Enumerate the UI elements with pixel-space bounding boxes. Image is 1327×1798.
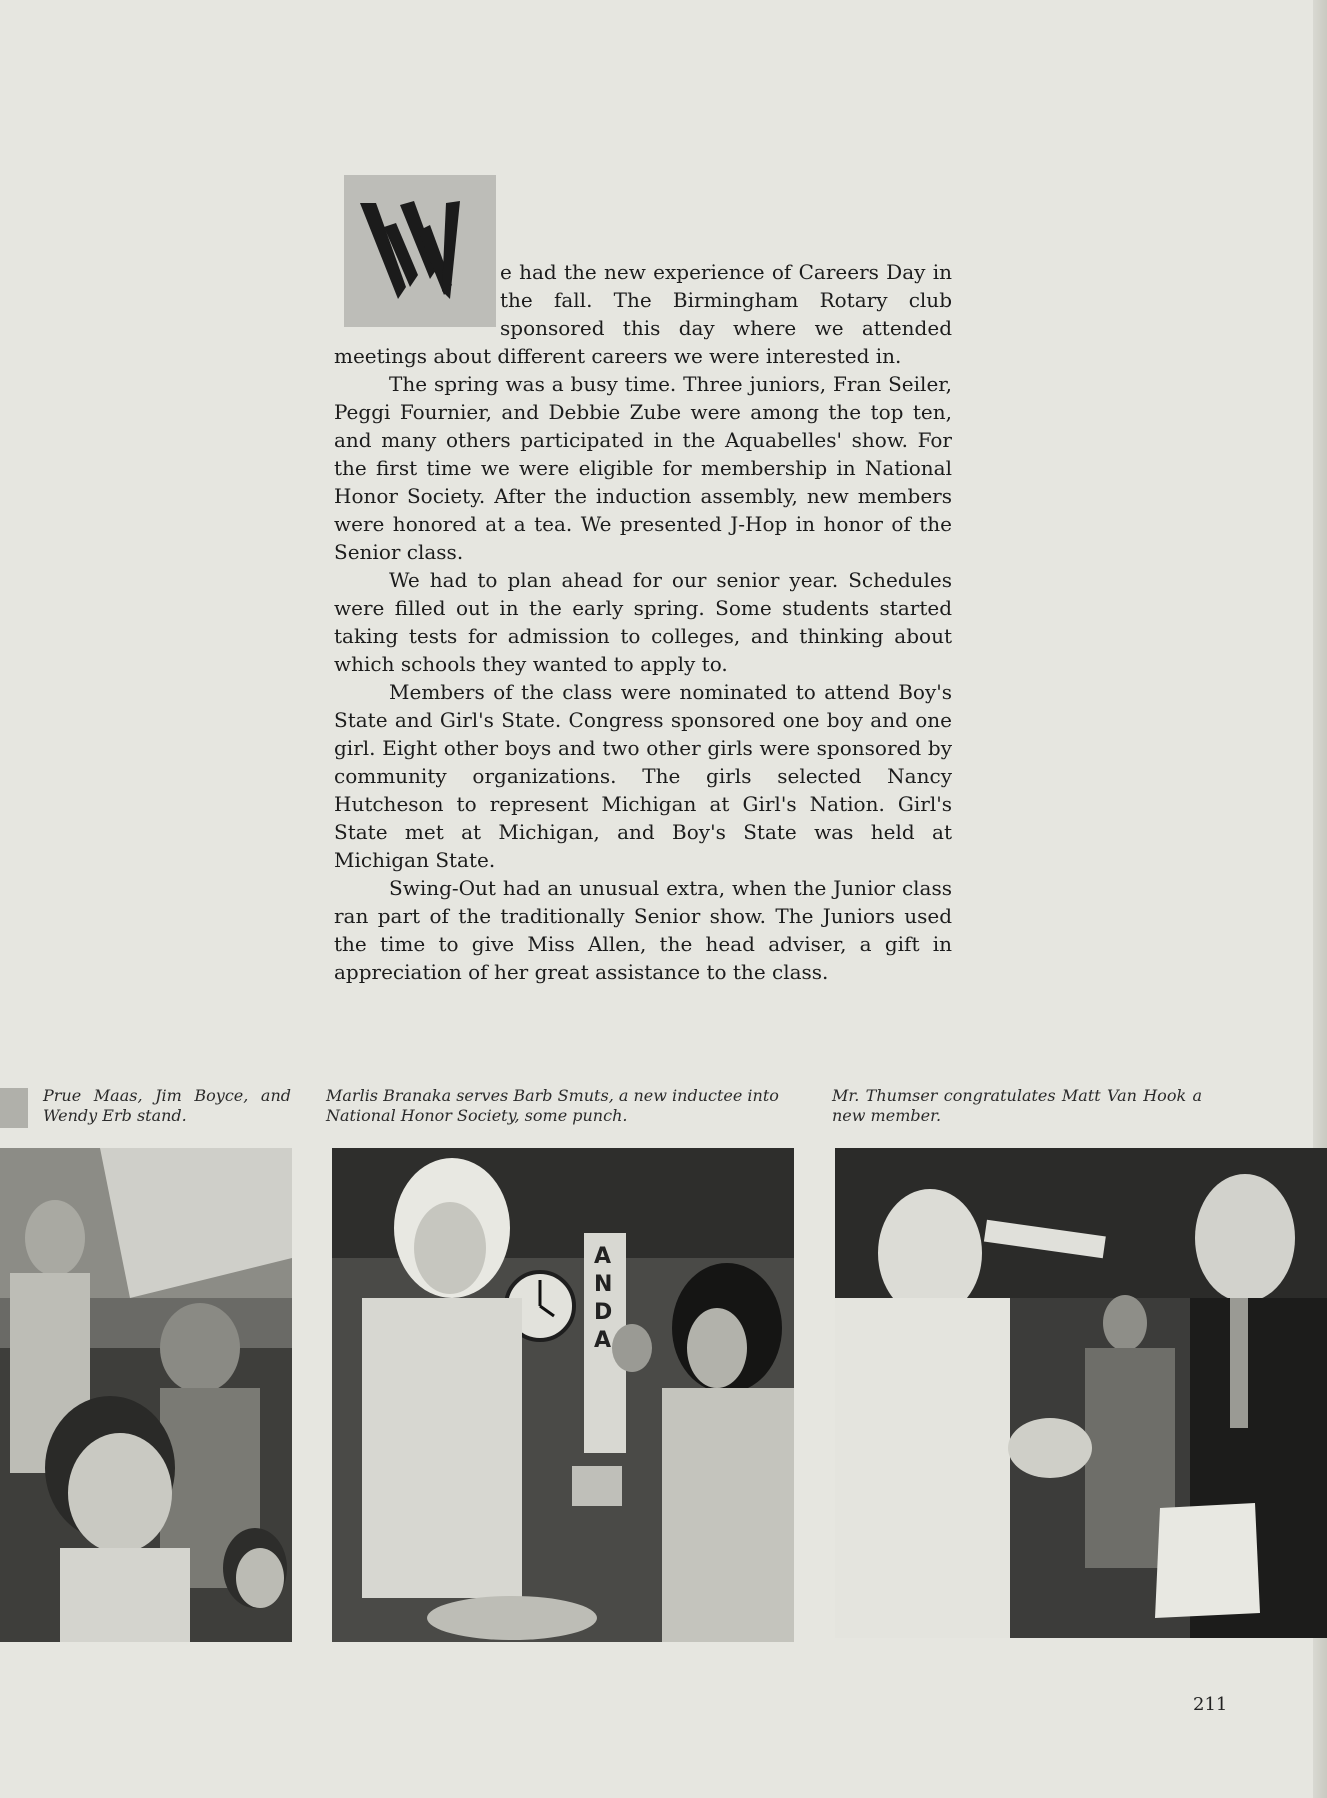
drop-cap-spacer <box>334 258 500 342</box>
paragraph-5: Swing-Out had an unusual extra, when the Junior class ran part of the traditionally Senior show. The Juniors used the time to give Miss Allen, the head adviser, a gift in appreciation of her great assistance to the class. <box>334 876 952 984</box>
paragraph-2: The spring was a busy time. Three juniors, Fran Seiler, Peggi Fournier, and Debbie Zube were among the top ten, and many others participated in the Aquabelles' show. For the first time we were eligible for membership in National Honor Society. After the induction assembly, new members were honored at a tea. We presented J-Hop in honor of the Senior class. <box>334 372 952 564</box>
paragraph-4: Members of the class were nominated to attend Boy's State and Girl's State. Congress sponsored one boy and one girl. Eight other boys and two other girls were sponsored by community organizations. The girls selected Nancy Hutcheson to represent Michigan at Girl's Nation. Girl's State met at Michigan, and Boy's State was held at Michigan State. <box>334 680 952 872</box>
caption-right: Mr. Thumser congratulates Matt Van Hook a new member. <box>832 1086 1202 1125</box>
paragraph-1: e had the new experience of Careers Day in the fall. The Birmingham Rotary club sponsored this day where we attended meetings about different careers we were interested in. <box>334 260 952 368</box>
caption-center: Marlis Branaka serves Barb Smuts, a new inductee into National Honor Society, some punch. <box>326 1086 779 1125</box>
photo-serving-punch <box>332 1148 794 1642</box>
paragraph-3: We had to plan ahead for our senior year. Schedules were filled out in the early spring. Some students started taking tests for admission to colleges, and thinking about which schools they wanted to apply to. <box>334 568 952 676</box>
caption-left: Prue Maas, Jim Boyce, and Wendy Erb stand. <box>43 1086 291 1125</box>
photo-students-standing <box>0 1148 292 1642</box>
page-number: 211 <box>1193 1694 1228 1715</box>
article-body <box>334 258 952 986</box>
margin-tab <box>0 1088 28 1128</box>
banner-letters: ANDA <box>594 1244 613 1353</box>
photo-handshake <box>835 1148 1327 1638</box>
